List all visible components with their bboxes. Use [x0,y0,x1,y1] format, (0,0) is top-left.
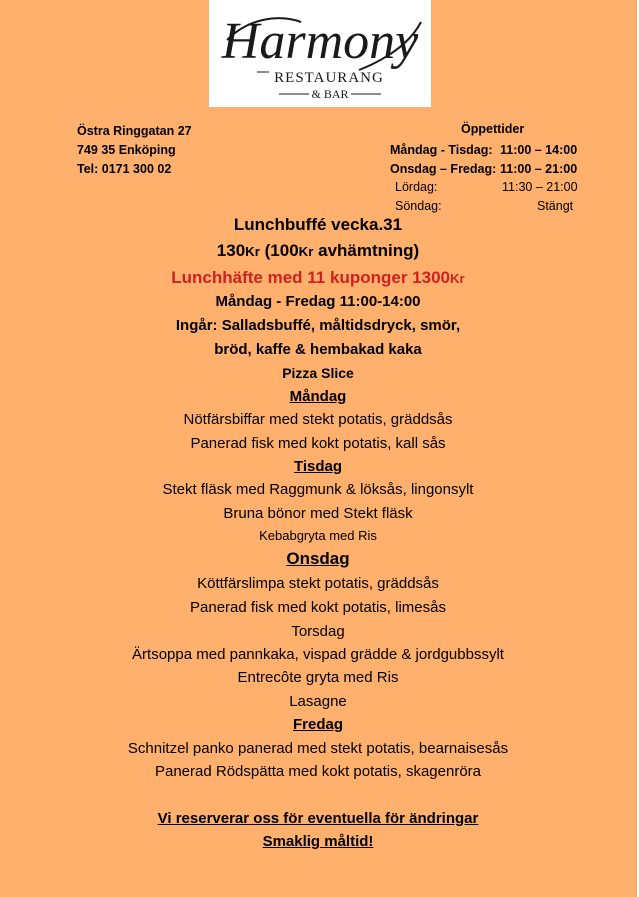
day-heading-monday: Måndag [289,388,347,405]
hours-row [385,160,585,179]
dish: Nötfärsbiffar med stekt potatis, gräddsås [183,411,453,428]
day-heading-wednesday: Onsdag [286,549,350,568]
greeting: Smaklig måltid! [262,833,374,850]
hours-time: 11:00 – 21:00 [500,161,578,176]
hours-day: Söndag: [395,198,442,213]
pizza-slice: Pizza Slice [282,365,354,381]
lunch-price: 130Kr (100Kr avhämtning) [216,241,420,260]
dish: Entrecôte gryta med Ris [237,669,399,686]
dish: Panerad fisk med kokt potatis, limesås [190,599,446,616]
hours-time: 11:30 – 21:00 [502,180,578,194]
lunch-title: Lunchbuffé vecka.31 [233,215,403,234]
lunch-times: Måndag - Fredag 11:00-14:00 [215,293,421,310]
hours-block [385,141,585,215]
dish: Köttfärslimpa stekt potatis, gräddsås [197,575,439,592]
hours-title: Öppettider [461,122,525,136]
address-street: Östra Ringgatan 27 [77,124,192,138]
day-heading-thursday: Torsdag [291,623,345,640]
dish: Bruna bönor med Stekt fläsk [223,505,413,522]
dish: Panerad Rödspätta med kokt potatis, skagenröra [154,763,482,780]
hours-row [385,141,585,160]
day-heading-tuesday: Tisdag [293,458,343,475]
hours-time: 11:00 – 14:00 [500,143,578,157]
included-line-2: bröd, kaffe & hembakad kaka [214,341,422,358]
dish: Stekt fläsk med Raggmunk & löksås, lingonsylt [162,481,474,498]
day-heading-friday: Fredag [292,716,343,733]
dish: Schnitzel panko panerad med stekt potatis, bearnaisesås [127,740,509,757]
dish: Kebabgryta med Ris [259,528,377,543]
address-block [77,122,192,179]
address-postal: 749 35 Enköping [77,143,176,157]
dish: Lasagne [289,693,347,710]
logo-name: Harmony [221,13,419,70]
coupon-offer: Lunchhäfte med 11 kuponger 1300Kr [171,268,465,287]
dish: Ärtsoppa med pannkaka, vispad grädde & jordgubbssylt [132,646,504,663]
hours-row [385,197,585,216]
logo-line2: & BAR [311,87,349,101]
restaurant-logo [209,0,431,107]
dish: Panerad fisk med kokt potatis, kall sås [190,435,446,452]
disclaimer: Vi reserverar oss för eventuella för ändringar [157,810,479,827]
hours-day: Onsdag – Fredag: [390,161,497,176]
hours-time: Stängt [537,198,574,213]
address-phone: Tel: 0171 300 02 [77,162,172,176]
hours-day: Måndag - Tisdag: [390,143,493,157]
included-line-1: Ingår: Salladsbuffé, måltidsdryck, smör, [175,317,461,334]
logo-line1: RESTAURANG [274,70,384,86]
hours-day: Lördag: [395,180,438,194]
hours-row [385,178,585,197]
